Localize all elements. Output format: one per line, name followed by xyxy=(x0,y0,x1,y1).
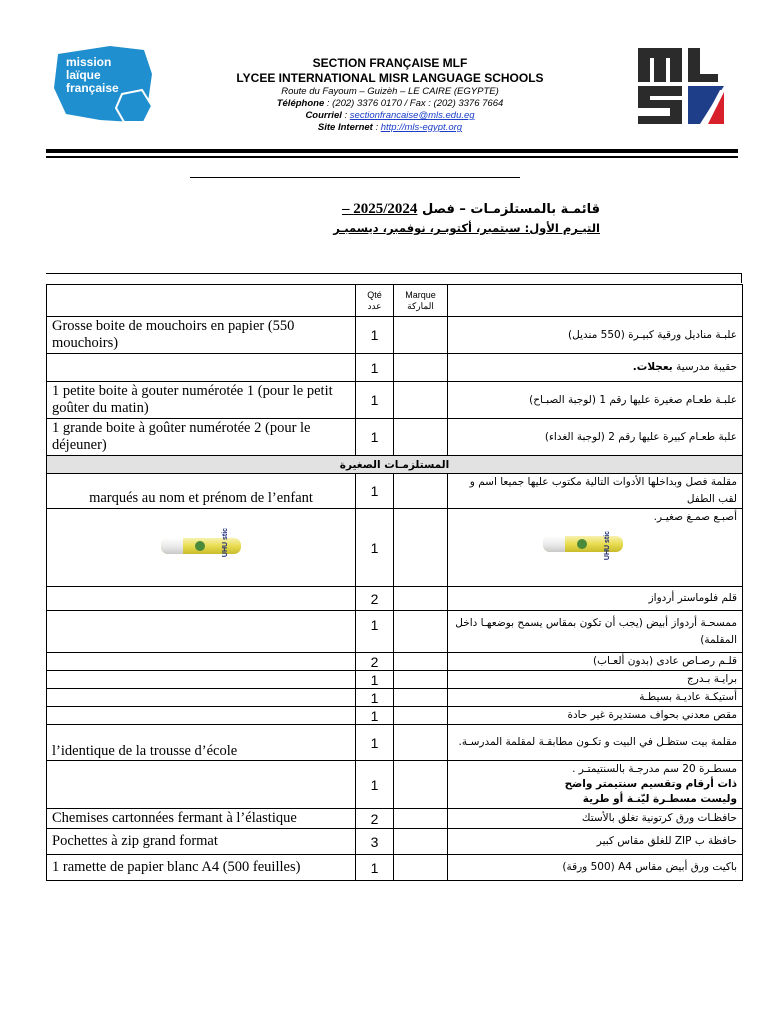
item-qty: 1 xyxy=(356,474,394,509)
glue-stick-image xyxy=(161,527,241,558)
ruler-line3: وليست مسطـرة ليّنـة أو طرية xyxy=(582,793,737,805)
item-fr: Grosse boite de mouchoirs en papier (550 mouchoirs) xyxy=(47,317,356,354)
title-year: 2025/2024 – xyxy=(342,201,418,217)
qty-label: Qté xyxy=(367,289,382,300)
table-row xyxy=(47,474,743,509)
item-ar: قلم فلوماستر أردواز xyxy=(448,587,743,611)
item-qty: 1 xyxy=(356,671,394,689)
item-brand xyxy=(394,354,448,382)
header-line2: LYCEE INTERNATIONAL MISR LANGUAGE SCHOOLS xyxy=(236,71,544,85)
table-row xyxy=(47,317,743,354)
mlf-logo xyxy=(52,44,156,124)
title-text: قائمـة بالمستلزمـات – فصل xyxy=(417,202,600,217)
item-qty: 1 xyxy=(356,725,394,761)
item-fr xyxy=(47,611,356,653)
qty-label-ar: عدد xyxy=(367,300,382,311)
item-qty: 1 xyxy=(356,761,394,809)
glue-stick-image xyxy=(543,530,623,561)
item-qty: 1 xyxy=(356,689,394,707)
table-row xyxy=(47,653,743,671)
item-brand xyxy=(394,725,448,761)
logo-line2: laïque xyxy=(66,68,101,82)
item-fr xyxy=(47,671,356,689)
title-line2: التيـرم الأول: سبتمبر، أكتوبـر، نوفمبر، ديسمبـر xyxy=(333,221,600,235)
item-qty: 3 xyxy=(356,829,394,855)
mail-link[interactable]: sectionfrancaise@mls.edu.eg xyxy=(349,110,475,121)
web-link[interactable]: http://mls-egypt.org xyxy=(380,122,463,133)
table-row xyxy=(47,855,743,881)
ruler-line1: مسطـرة 20 سم مدرجـة بالسنتيمتـر . xyxy=(572,763,737,775)
item-ar: علبـة طعـام صغيرة عليها رقم 1 (لوجبة الصبـاح) xyxy=(448,382,743,419)
item-brand xyxy=(394,509,448,587)
glue-brand: UHU stic xyxy=(222,527,230,558)
item-qty: 2 xyxy=(356,809,394,829)
item-brand xyxy=(394,829,448,855)
item-fr: 1 ramette de papier blanc A4 (500 feuilles) xyxy=(47,855,356,881)
item-fr xyxy=(47,587,356,611)
item-ar xyxy=(448,354,743,382)
brand-label-ar: الماركة xyxy=(407,300,434,311)
item-fr xyxy=(47,707,356,725)
table-row xyxy=(47,707,743,725)
item-brand xyxy=(394,761,448,809)
item-brand xyxy=(394,671,448,689)
web-sep: : xyxy=(372,122,381,133)
item-ar: حافظـات ورق كرتونية تغلق بالأستك xyxy=(448,809,743,829)
header-rule-top xyxy=(46,149,738,153)
item-qty: 1 xyxy=(356,855,394,881)
glue-brand: UHU stic xyxy=(604,530,612,561)
header-rule-bottom xyxy=(46,156,738,158)
item-ar: باكيت ورق أبيض مقاس A4 (500 ورقة) xyxy=(448,855,743,881)
item-fr: l’identique de la trousse d’école xyxy=(47,725,356,761)
item-qty: 1 xyxy=(356,419,394,456)
ruler-line2: ذات أرقام وتقسيم سنتيمتر واضح xyxy=(564,778,737,790)
item-ar: ممسحـة أردواز أبيض (يجب أن تكون بمقاس يسمح بوضعهـا داخل المقلمة) xyxy=(448,611,743,653)
item-ar: مقلمة بيت ستظـل في البيت و تكـون مطابقـة لمقلمة المدرسـة. xyxy=(448,725,743,761)
table-row xyxy=(47,382,743,419)
header-phone xyxy=(190,98,590,110)
item-ar-text: أصبـع صمـغ صغيـر. xyxy=(653,511,737,523)
header-mail xyxy=(190,110,590,122)
item-qty: 1 xyxy=(356,611,394,653)
item-ar: علبة طعـام كبيرة عليها رقم 2 (لوجبة الغداء) xyxy=(448,419,743,456)
table-row xyxy=(47,509,743,587)
separator-line xyxy=(190,177,520,178)
header-address: Route du Fayoum – Guizèh – LE CAIRE (EGYPTE) xyxy=(281,86,499,97)
table-row xyxy=(47,689,743,707)
logo-line3: française xyxy=(66,81,119,95)
mail-label: Courriel xyxy=(305,110,342,121)
table-row xyxy=(47,725,743,761)
item-ar xyxy=(448,761,743,809)
header-fr-cell xyxy=(47,285,356,317)
item-brand xyxy=(394,707,448,725)
header-web xyxy=(190,122,590,134)
phone-label: Téléphone xyxy=(276,98,325,109)
item-ar xyxy=(448,509,743,587)
logo-line1: mission xyxy=(66,55,112,69)
item-qty: 1 xyxy=(356,509,394,587)
title-line1 xyxy=(300,200,600,219)
item-fr xyxy=(47,354,356,382)
item-fr xyxy=(47,689,356,707)
item-ar: برايـة بـدرج xyxy=(448,671,743,689)
supplies-table xyxy=(46,284,743,881)
item-ar: قلـم رصـاص عادى (بدون ألعـاب) xyxy=(448,653,743,671)
mail-sep: : xyxy=(341,110,350,121)
header-qty-cell xyxy=(356,285,394,317)
phone-value: : (202) 3376 0170 / Fax : (202) 3376 7664 xyxy=(324,98,504,109)
item-ar-b: بعجلات. xyxy=(632,361,673,373)
item-brand xyxy=(394,382,448,419)
item-ar: مقص معدني بحواف مستديرة غير حادة xyxy=(448,707,743,725)
table-row xyxy=(47,611,743,653)
item-qty: 1 xyxy=(356,707,394,725)
item-brand xyxy=(394,653,448,671)
mls-logo xyxy=(636,44,728,126)
item-brand xyxy=(394,419,448,456)
item-brand xyxy=(394,474,448,509)
section-title: المستلزمـات الصغيرة xyxy=(47,456,743,474)
item-brand xyxy=(394,317,448,354)
table-row xyxy=(47,419,743,456)
item-qty: 2 xyxy=(356,653,394,671)
header-brand-cell xyxy=(394,285,448,317)
item-qty: 2 xyxy=(356,587,394,611)
item-fr xyxy=(47,761,356,809)
header-ar-cell xyxy=(448,285,743,317)
item-brand xyxy=(394,611,448,653)
table-row xyxy=(47,761,743,809)
item-brand xyxy=(394,587,448,611)
table-row xyxy=(47,829,743,855)
item-brand xyxy=(394,689,448,707)
item-fr: Pochettes à zip grand format xyxy=(47,829,356,855)
table-row xyxy=(47,587,743,611)
item-ar: علبـة مناديل ورقية كبيـرة (550 منديل) xyxy=(448,317,743,354)
web-label: Site Internet xyxy=(317,122,373,133)
header-line1: SECTION FRANÇAISE MLF xyxy=(312,56,468,70)
table-row xyxy=(47,671,743,689)
item-fr: 1 grande boite à goûter numérotée 2 (pour le déjeuner) xyxy=(47,419,356,456)
item-brand xyxy=(394,855,448,881)
table-header-row xyxy=(47,285,743,317)
table-row xyxy=(47,809,743,829)
item-qty: 1 xyxy=(356,354,394,382)
section-row xyxy=(47,456,743,474)
item-ar: حافظة ب ZIP للغلق مقاس كبير xyxy=(448,829,743,855)
table-top-strip xyxy=(46,273,742,283)
item-ar-a: حقيبة مدرسية xyxy=(672,361,737,373)
item-brand xyxy=(394,809,448,829)
table-row xyxy=(47,354,743,382)
item-ar: مقلمة فصل وبداخلها الأدوات التالية مكتوب عليها جميعا اسم و لقب الطفل xyxy=(448,474,743,509)
item-fr: Chemises cartonnées fermant à l’élastique xyxy=(47,809,356,829)
item-qty: 1 xyxy=(356,382,394,419)
item-fr xyxy=(47,653,356,671)
brand-label: Marque xyxy=(405,289,436,300)
item-fr xyxy=(47,509,356,587)
item-fr: 1 petite boite à gouter numérotée 1 (pour le petit goûter du matin) xyxy=(47,382,356,419)
document-title xyxy=(300,200,600,237)
school-header xyxy=(190,56,590,134)
item-qty: 1 xyxy=(356,317,394,354)
item-ar: أستيكـة عاديـة بسيطـة xyxy=(448,689,743,707)
item-fr: marqués au nom et prénom de l’enfant xyxy=(47,474,356,509)
